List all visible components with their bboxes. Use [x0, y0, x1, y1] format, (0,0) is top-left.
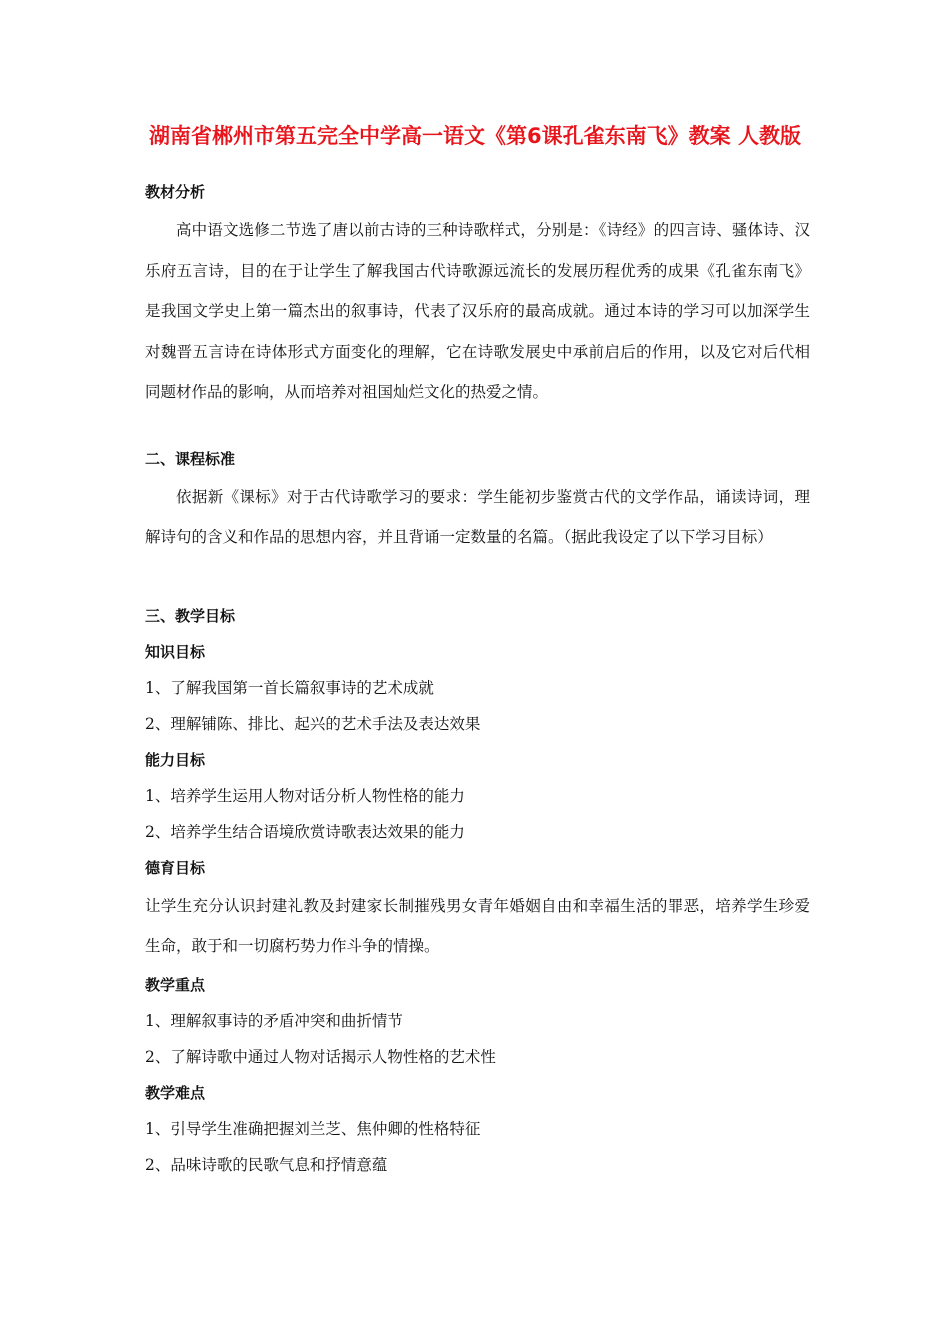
list-item: 2、品味诗歌的民歌气息和抒情意蕴	[145, 1155, 388, 1174]
subheading-teaching-difficulties: 教学难点	[145, 1083, 206, 1102]
document-body	[145, 174, 810, 1183]
list-item: 2、培养学生结合语境欣赏诗歌表达效果的能力	[145, 822, 465, 841]
list-item: 2、理解铺陈、排比、起兴的艺术手法及表达效果	[145, 714, 481, 733]
document-title: 湖南省郴州市第五完全中学高一语文《第6课孔雀东南飞》教案 人教版	[149, 124, 801, 148]
list-item: 1、引导学生准确把握刘兰芝、焦仲卿的性格特征	[145, 1119, 481, 1138]
section-heading-teaching-objectives: 三、教学目标	[145, 606, 236, 625]
textbook-analysis-paragraph: 高中语文选修二节选了唐以前古诗的三种诗歌样式，分别是：《诗经》的四言诗、骚体诗、汉乐府五言诗，目的在于让学生了解我国古代诗歌源远流长的发展历程优秀的成果《孔雀东南飞》是我国文学史上第一篇杰出的叙事诗，代表了汉乐府的最高成就。通过本诗的学习可以加深学生对魏晋五言诗在诗体形式方面变化的理解，它在诗歌发展史中承前启后的作用，以及它对后代相同题材作品的影响，从而培养对祖国灿烂文化的热爱之情。	[145, 221, 810, 401]
moral-objectives-paragraph: 让学生充分认识封建礼教及封建家长制摧残男女青年婚姻自由和幸福生活的罪恶，培养学生珍爱生命，敢于和一切腐朽势力作斗争的情操。	[145, 896, 810, 955]
subheading-knowledge-objectives: 知识目标	[145, 642, 206, 661]
curriculum-standard-paragraph: 依据新《课标》对于古代诗歌学习的要求：学生能初步鉴赏古代的文学作品，诵读诗词，理解诗句的含义和作品的思想内容，并且背诵一定数量的名篇。（据此我设定了以下学习目标）	[145, 487, 810, 546]
subheading-moral-objectives: 德育目标	[145, 858, 206, 877]
list-item: 1、理解叙事诗的矛盾冲突和曲折情节	[145, 1011, 403, 1030]
list-item: 1、培养学生运用人物对话分析人物性格的能力	[145, 786, 465, 805]
subheading-teaching-key-points: 教学重点	[145, 975, 206, 994]
list-item: 1、了解我国第一首长篇叙事诗的艺术成就	[145, 678, 434, 697]
list-item: 2、了解诗歌中通过人物对话揭示人物性格的艺术性	[145, 1047, 496, 1066]
section-heading-textbook-analysis: 教材分析	[145, 183, 206, 201]
subheading-ability-objectives: 能力目标	[145, 750, 206, 769]
section-heading-curriculum-standard: 二、课程标准	[145, 449, 236, 468]
